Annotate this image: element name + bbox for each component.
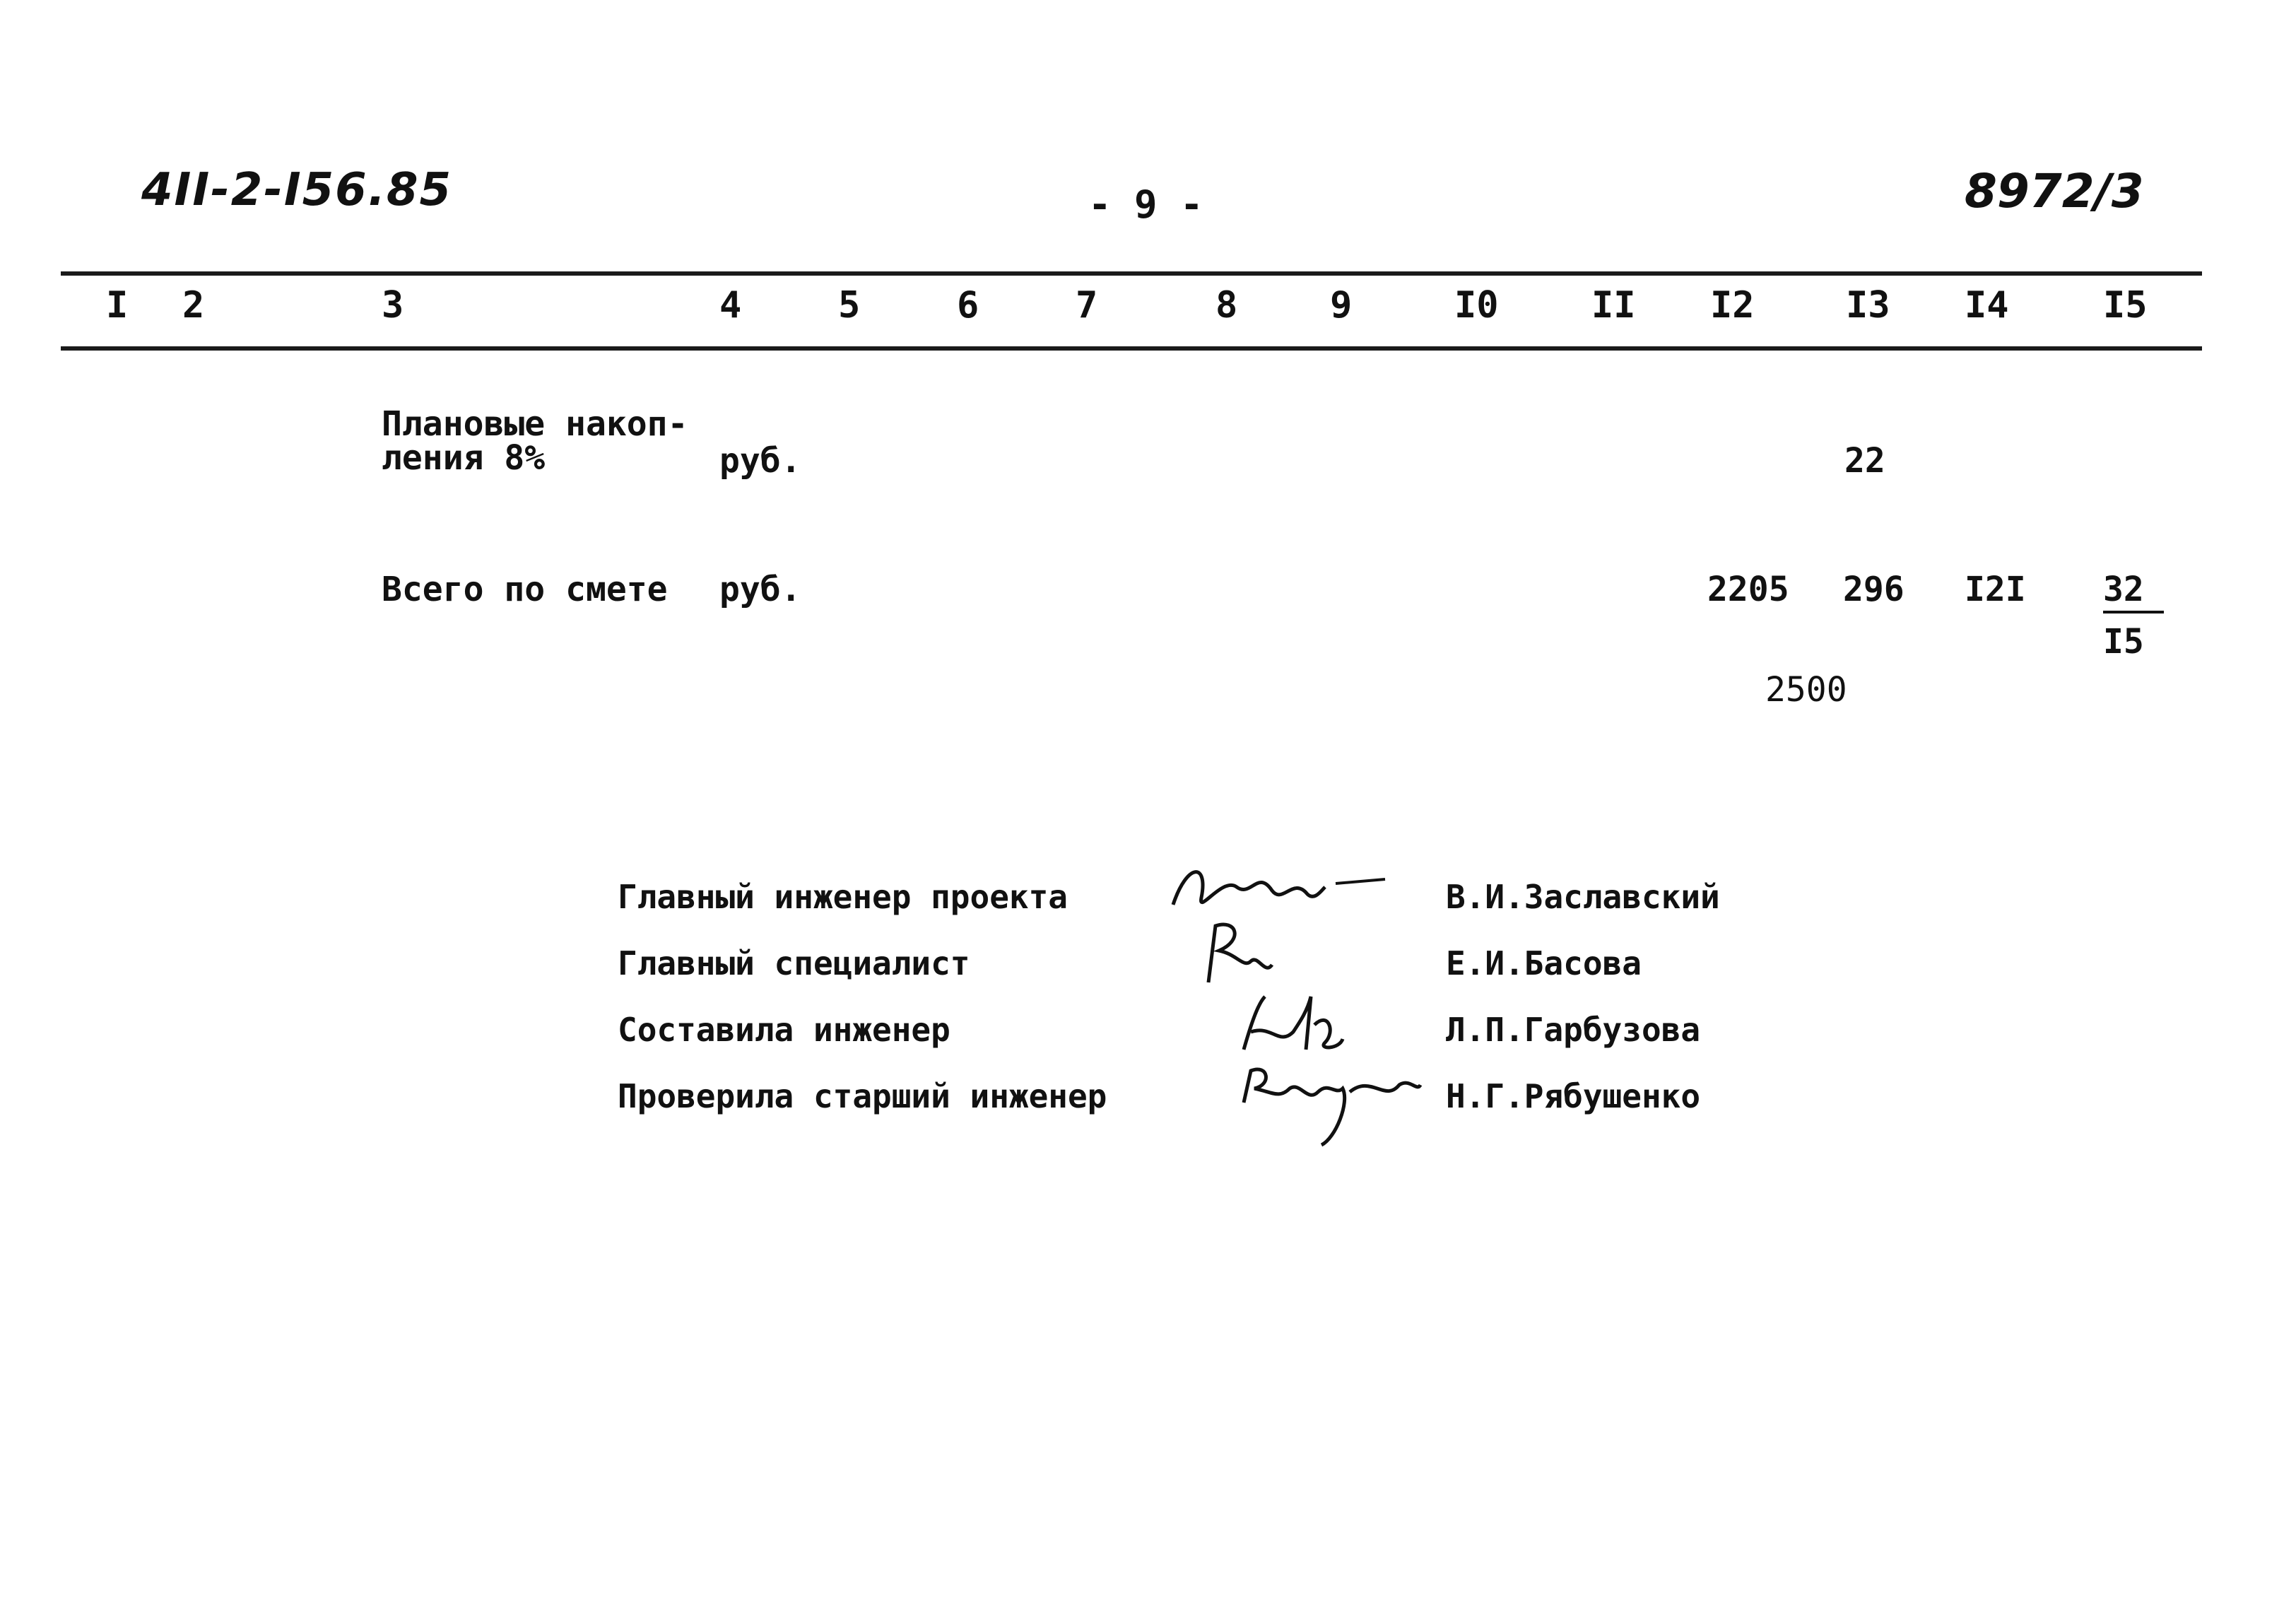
row-total-col12: 2205: [1707, 570, 1789, 609]
row-planned-name-line1: Плановые накоп-: [382, 404, 688, 444]
signature-mark-4: [1230, 1053, 1427, 1152]
column-header-9: 9: [1330, 284, 1353, 327]
column-header-11: II: [1591, 284, 1636, 327]
table-header-rule: [61, 346, 2202, 351]
signature-role-2: Главный специалист: [618, 944, 970, 982]
column-header-8: 8: [1215, 284, 1238, 327]
page-number: - 9 -: [1088, 182, 1203, 227]
row-total-col13: 296: [1843, 570, 1904, 609]
signature-role-4: Проверила старший инженер: [618, 1077, 1107, 1115]
column-header-7: 7: [1076, 284, 1098, 327]
signature-mark-3: [1230, 982, 1350, 1060]
column-header-5: 5: [838, 284, 861, 327]
column-header-4: 4: [719, 284, 742, 327]
row-planned-col13: 22: [1844, 441, 1885, 481]
column-header-10: I0: [1454, 284, 1499, 327]
table-top-rule: [61, 271, 2202, 276]
signature-name-2: Е.И.Басова: [1446, 944, 1642, 982]
total-note: 2500: [1765, 670, 1847, 710]
row-total-col15-top: 32: [2103, 570, 2164, 613]
document-number: 8972/3: [1965, 164, 2144, 218]
row-total-name: Всего по смете: [382, 570, 668, 609]
column-header-14: I4: [1965, 284, 2009, 327]
row-total-col14: I2I: [1965, 570, 2026, 609]
project-code: 4II-2-I56.85: [141, 164, 453, 216]
signature-name-3: Л.П.Гарбузова: [1446, 1011, 1701, 1049]
signature-role-1: Главный инженер проекта: [618, 878, 1068, 916]
signature-role-3: Составила инженер: [618, 1011, 950, 1049]
row-total-unit: руб.: [719, 570, 801, 609]
column-header-1: I: [106, 284, 129, 327]
row-total-col15-bottom: I5: [2103, 622, 2144, 662]
column-header-3: 3: [382, 284, 404, 327]
column-header-13: I3: [1846, 284, 1890, 327]
row-planned-unit: руб.: [719, 441, 801, 481]
signature-name-4: Н.Г.Рябушенко: [1446, 1077, 1701, 1115]
column-header-6: 6: [957, 284, 979, 327]
signature-name-1: В.И.Заславский: [1446, 878, 1720, 916]
column-header-2: 2: [182, 284, 205, 327]
column-header-12: I2: [1710, 284, 1755, 327]
row-planned-name-line2: ления 8%: [382, 438, 546, 478]
column-header-15: I5: [2103, 284, 2148, 327]
